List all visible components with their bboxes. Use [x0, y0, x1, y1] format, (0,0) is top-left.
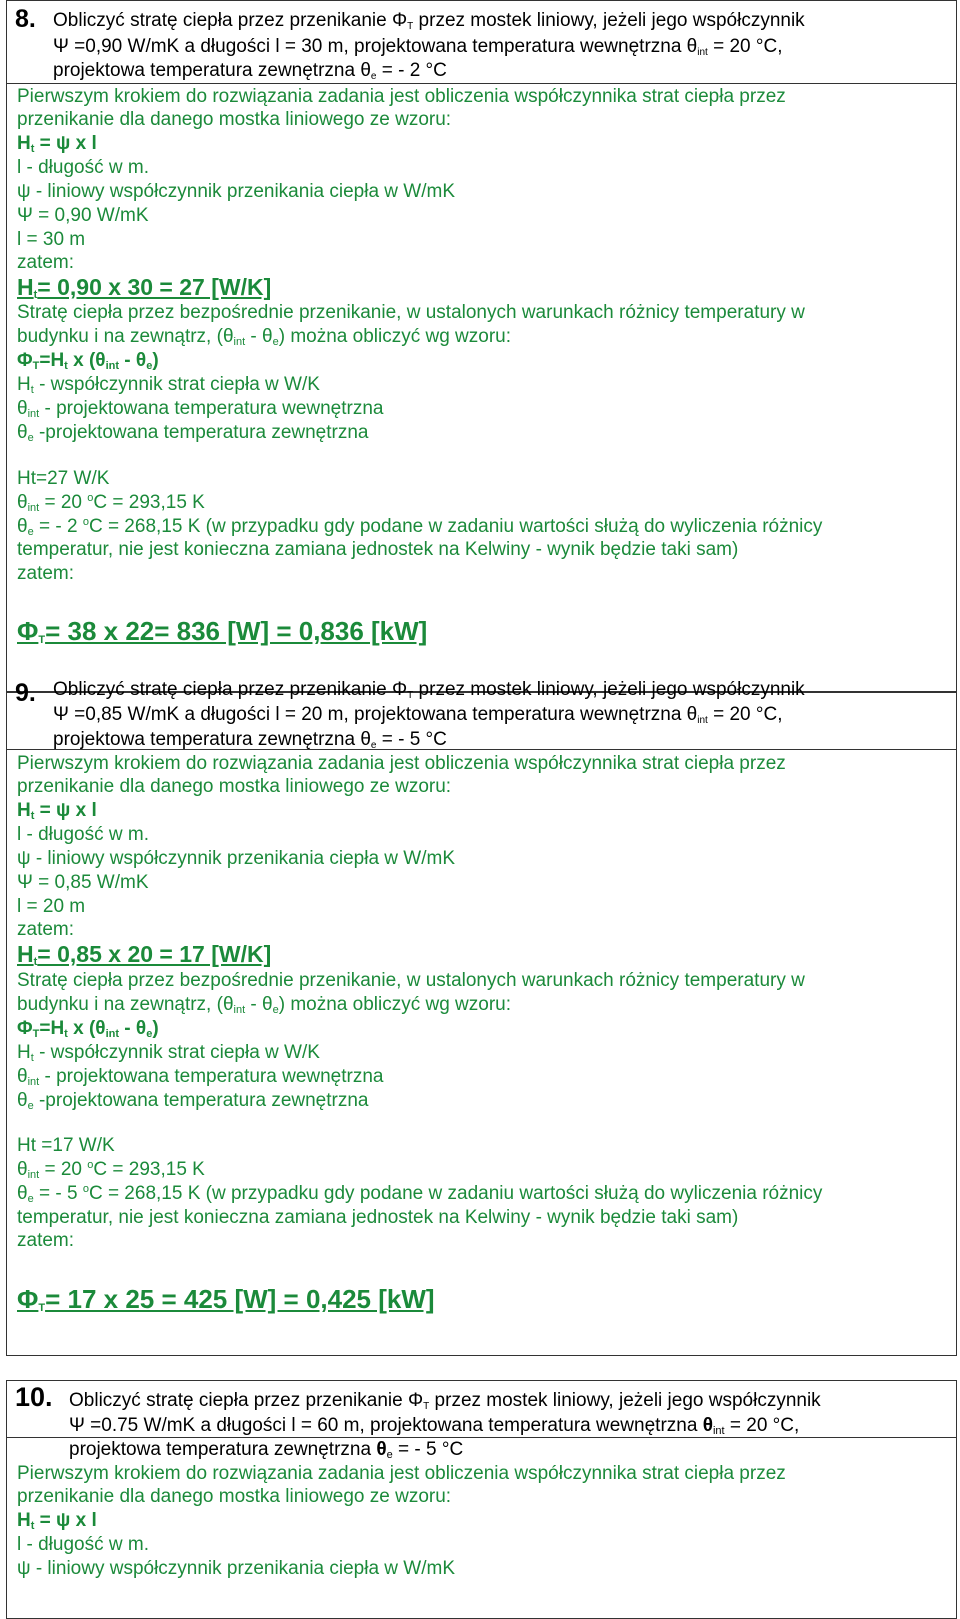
ht-result: $H_t= 0,85$ x 20 = 17 [W/K]	[17, 941, 272, 968]
def-theta-e: $\theta_e$ -projektowana temperatura zewnętrzna	[17, 1090, 369, 1112]
definition-l: l - długość w m.	[17, 157, 149, 178]
value-l: l = 30 m	[17, 229, 86, 250]
definition-l: l - długość w m.	[17, 824, 149, 845]
def-theta-e: $\theta_e$ -projektowana temperatura zewnętrzna	[17, 422, 369, 444]
zatem-1: zatem:	[17, 252, 75, 273]
definition-psi: ψ - liniowy współczynnik przenikania ciepła w W/mK	[17, 181, 456, 202]
question-line-3: projektowa temperatura zewnętrzna $\theta_e$ = - 5 °C	[69, 1439, 464, 1461]
value-theta-int: $\theta_{int} = 20$ $^o$C = 293,15 K	[17, 492, 205, 514]
intro-line-1: Pierwszym krokiem do rozwiązania zadania jest obliczenia współczynnika strat ciepła przez	[17, 753, 786, 774]
loss-line-2: budynku i na zewnątrz, $(\theta_{int} - \theta_e)$ można obliczyć wg wzoru:	[17, 326, 512, 348]
zatem-2: zatem:	[17, 1230, 75, 1251]
question-line-1: Obliczyć stratę ciepła przez przenikanie ΦT przez mostek liniowy, jeżeli jego współczynnik	[69, 1390, 821, 1412]
def-ht: $H_t$ - współczynnik strat ciepła w W/K	[17, 374, 320, 396]
value-theta-e: $\theta_e$ = - 5 $^o$C = 268,15 K (w przypadku gdy podane w zadaniu wartości służą do wyliczenia różnicy	[17, 1183, 823, 1205]
question-line-3: projektowa temperatura zewnętrzna θe = - 5 °C	[53, 729, 447, 751]
def-theta-int: $\theta_{int}$ - projektowana temperatura wewnętrzna	[17, 398, 384, 420]
intro-line-1: Pierwszym krokiem do rozwiązania zadania jest obliczenia współczynnika strat ciepła przez	[17, 1463, 786, 1484]
question-line-2: Ψ =0,90 W/mK a długości l = 30 m, projektowana temperatura wewnętrzna θint = 20 °C,	[53, 36, 783, 58]
intro-line-2: przenikanie dla danego mostka liniowego ze wzoru:	[17, 1486, 452, 1507]
value-psi: Ψ = 0,90 W/mK	[17, 205, 149, 226]
note-kelvin: temperatur, nie jest konieczna zamiana jednostek na Kelwiny - wynik będzie taki sam)	[17, 539, 739, 560]
question-line-1: Obliczyć stratę ciepła przez przenikanie ΦT przez mostek liniowy, jeżeli jego współczynnik	[53, 679, 805, 701]
formula-ht: $H_t = \psi$ x l	[17, 800, 97, 822]
formula-ht: $H_t = \psi$ x l	[17, 133, 97, 155]
final-result: $\Phi_T= 17$ x 25 = 425 [W] = 0,425 [kW]	[17, 1284, 435, 1314]
loss-line-1: Stratę ciepła przez bezpośrednie przenikanie, w ustalonych warunkach różnicy temperatury w	[17, 970, 805, 991]
question-line-2: Ψ =0,85 W/mK a długości l = 20 m, projektowana temperatura wewnętrzna θint = 20 °C,	[53, 704, 783, 726]
loss-line-1: Stratę ciepła przez bezpośrednie przenikanie, w ustalonych warunkach różnicy temperatury w	[17, 302, 805, 323]
formula-phi: $\Phi_T=H_t$ x $(\theta_{int} - \theta_e)$	[17, 1018, 159, 1040]
task-number: 10.	[15, 1382, 53, 1412]
task-number: 8.	[15, 5, 36, 33]
question-line-1: Obliczyć stratę ciepła przez przenikanie ΦT przez mostek liniowy, jeżeli jego współczynnik	[53, 10, 805, 32]
intro-line-2: przenikanie dla danego mostka liniowego ze wzoru:	[17, 109, 452, 130]
question-line-2: Ψ =0.75 W/mK a długości l = 60 m, projektowana temperatura wewnętrzna $\theta_{int} = 20$ °C,	[69, 1415, 800, 1437]
definition-l: l - długość w m.	[17, 1534, 149, 1555]
question-line-3: projektowa temperatura zewnętrzna θe = - 2 °C	[53, 60, 447, 82]
value-l: l = 20 m	[17, 896, 86, 917]
def-ht: $H_t$ - współczynnik strat ciepła w W/K	[17, 1042, 320, 1064]
definition-psi: ψ - liniowy współczynnik przenikania ciepła w W/mK	[17, 1558, 456, 1579]
task-9-box	[6, 679, 957, 1356]
value-theta-e: $\theta_e$ = - 2 $^o$C = 268,15 K (w przypadku gdy podane w zadaniu wartości służą do wyliczenia różnicy	[17, 516, 823, 538]
formula-phi: $\Phi_T=H_t$ x $(\theta_{int} - \theta_e)$	[17, 350, 159, 372]
intro-line-1: Pierwszym krokiem do rozwiązania zadania jest obliczenia współczynnika strat ciepła przez	[17, 86, 786, 107]
task-8-box	[6, 0, 957, 692]
divider	[7, 83, 956, 84]
value-ht: Ht =17 W/K	[17, 1135, 115, 1156]
ht-result: $H_t= 0,90$ x 30 = 27 [W/K]	[17, 274, 272, 301]
final-result: $\Phi_T= 38$ x 22= 836 [W] = 0,836 [kW]	[17, 616, 428, 646]
value-psi: Ψ = 0,85 W/mK	[17, 872, 149, 893]
task-10-box	[6, 1380, 957, 1619]
task-number: 9.	[15, 679, 36, 707]
value-theta-int: $\theta_{int} = 20$ $^o$C = 293,15 K	[17, 1159, 205, 1181]
value-ht: Ht=27 W/K	[17, 468, 110, 489]
loss-line-2: budynku i na zewnątrz, $(\theta_{int} - \theta_e)$ można obliczyć wg wzoru:	[17, 994, 512, 1016]
definition-psi: ψ - liniowy współczynnik przenikania ciepła w W/mK	[17, 848, 456, 869]
zatem-2: zatem:	[17, 563, 75, 584]
note-kelvin: temperatur, nie jest konieczna zamiana jednostek na Kelwiny - wynik będzie taki sam)	[17, 1207, 739, 1228]
intro-line-2: przenikanie dla danego mostka liniowego ze wzoru:	[17, 776, 452, 797]
zatem-1: zatem:	[17, 919, 75, 940]
formula-ht: $H_t = \psi$ x l	[17, 1510, 97, 1532]
def-theta-int: $\theta_{int}$ - projektowana temperatura wewnętrzna	[17, 1066, 384, 1088]
